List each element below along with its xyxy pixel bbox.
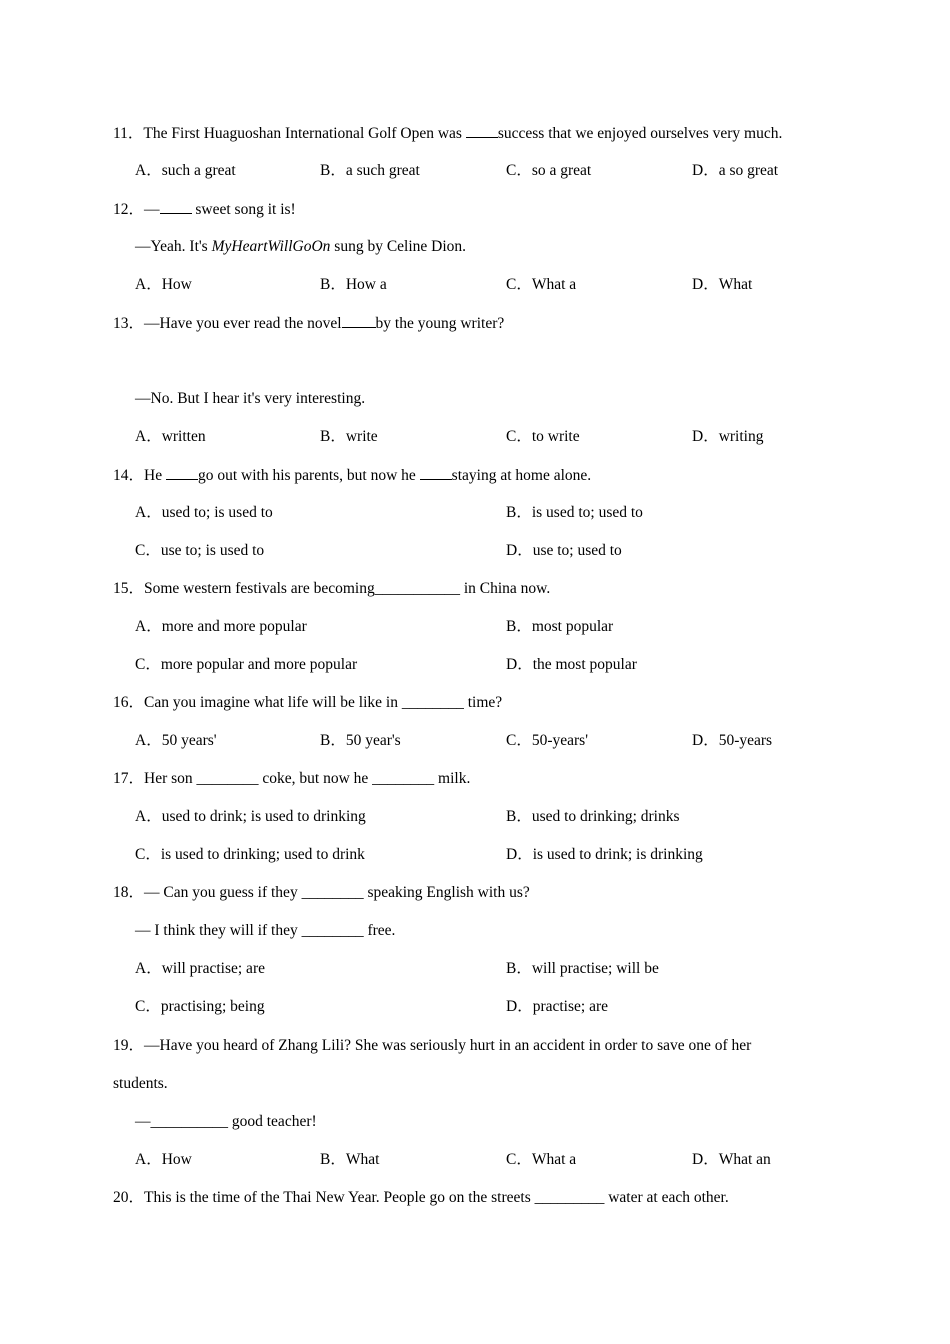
- q11-option-a: A．such a great: [135, 162, 236, 179]
- question-17-stem: 17．Her son ________ coke, but now he ________ milk.: [113, 770, 471, 787]
- answer-blank: [342, 313, 376, 328]
- q11-text-b: success that we enjoyed ourselves very much.: [497, 125, 783, 142]
- q11-option-c: C．so a great: [506, 162, 592, 179]
- q16-option-a: A．50 years': [135, 732, 217, 749]
- q12-text-a: 12．—: [113, 201, 160, 218]
- q13-reply: —No. But I hear it's very interesting.: [135, 390, 366, 407]
- q15-option-a: A．more and more popular: [135, 618, 307, 635]
- q18-option-c: C．practising; being: [135, 998, 265, 1015]
- q13-option-a: A．written: [135, 428, 206, 445]
- q17-option-b: B．used to drinking; drinks: [506, 808, 680, 825]
- q14-option-b: B．is used to; used to: [506, 504, 643, 521]
- q12-song-title: MyHeartWillGoOn: [211, 238, 331, 255]
- answer-blank: [466, 123, 498, 138]
- q12-option-a: A．How: [135, 276, 192, 293]
- q11-option-b: B．a such great: [320, 162, 420, 179]
- q13-text-a: 13．—Have you ever read the novel: [113, 315, 342, 332]
- q13-text-b: by the young writer?: [375, 315, 505, 332]
- question-19-stem-continued: students.: [113, 1075, 168, 1092]
- question-15-stem: 15．Some western festivals are becoming___________ in China now.: [113, 580, 551, 597]
- q14-option-d: D．use to; used to: [506, 542, 622, 559]
- q14-option-a: A．used to; is used to: [135, 504, 273, 521]
- question-11-stem: [113, 123, 782, 144]
- question-13-stem: [113, 313, 504, 334]
- q16-option-d: D．50-years: [692, 732, 773, 749]
- q19-option-a: A．How: [135, 1151, 192, 1168]
- q12-reply-a: —Yeah. It's: [135, 238, 212, 255]
- q12-reply: [135, 237, 466, 257]
- q13-option-c: C．to write: [506, 428, 580, 445]
- question-16-stem: 16．Can you imagine what life will be like in ________ time?: [113, 694, 503, 711]
- q16-option-b: B．50 year's: [320, 732, 401, 749]
- q16-option-c: C．50-years': [506, 732, 588, 749]
- answer-blank: [166, 465, 198, 480]
- q17-option-c: C．is used to drinking; used to drink: [135, 846, 365, 863]
- q19-option-b: B．What: [320, 1151, 380, 1168]
- q18-option-d: D．practise; are: [506, 998, 608, 1015]
- q15-option-b: B．most popular: [506, 618, 614, 635]
- q11-text-a: 11．The First Huaguoshan International Golf Open was: [113, 125, 466, 142]
- q14-text-a: 14．He: [113, 467, 166, 484]
- q12-option-b: B．How a: [320, 276, 387, 293]
- question-20-stem: 20．This is the time of the Thai New Year. People go on the streets _________ water at each other.: [113, 1189, 729, 1206]
- q13-option-b: B．write: [320, 428, 378, 445]
- answer-blank: [160, 199, 192, 214]
- q14-option-c: C．use to; is used to: [135, 542, 265, 559]
- q14-text-b: go out with his parents, but now he: [197, 467, 420, 484]
- q11-option-d: D．a so great: [692, 162, 779, 179]
- q19-option-d: D．What an: [692, 1151, 771, 1168]
- q17-option-d: D．is used to drink; is drinking: [506, 846, 703, 863]
- question-19-stem: 19．—Have you heard of Zhang Lili? She was seriously hurt in an accident in order to save one of her: [113, 1037, 752, 1054]
- question-12-stem: [113, 199, 296, 220]
- q12-text-b: sweet song it is!: [191, 201, 296, 218]
- q19-reply: —__________ good teacher!: [135, 1113, 317, 1130]
- question-14-stem: [113, 465, 591, 486]
- q18-reply: — I think they will if they ________ free.: [135, 922, 396, 939]
- q18-option-b: B．will practise; will be: [506, 960, 659, 977]
- answer-blank: [420, 465, 452, 480]
- q14-text-c: staying at home alone.: [451, 467, 592, 484]
- q13-option-d: D．writing: [692, 428, 764, 445]
- q17-option-a: A．used to drink; is used to drinking: [135, 808, 366, 825]
- q12-option-d: D．What: [692, 276, 753, 293]
- q15-option-c: C．more popular and more popular: [135, 656, 358, 673]
- q15-option-d: D．the most popular: [506, 656, 637, 673]
- q18-option-a: A．will practise; are: [135, 960, 265, 977]
- question-18-stem: 18．— Can you guess if they ________ speaking English with us?: [113, 884, 530, 901]
- q19-option-c: C．What a: [506, 1151, 577, 1168]
- q12-option-c: C．What a: [506, 276, 577, 293]
- q12-reply-b: sung by Celine Dion.: [330, 238, 467, 255]
